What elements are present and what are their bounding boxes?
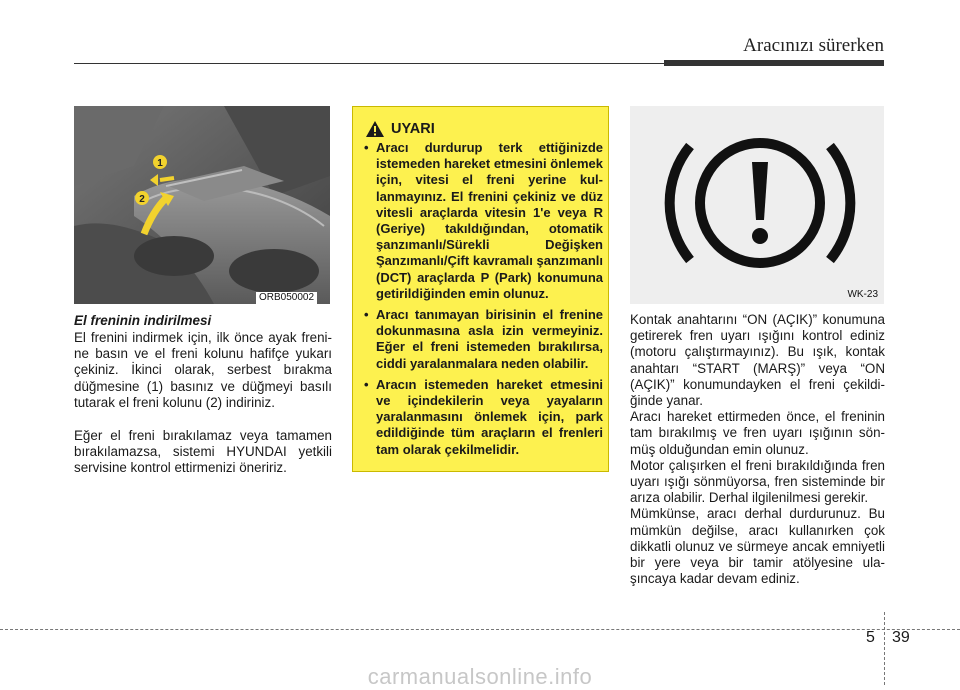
warning-title: UYARI <box>391 121 435 137</box>
warning-light-instructions: Kontak anahtarını “ON (AÇIK)” konumuna getirerek fren uyarı ışığını kontrol ediniz (motoru çalıştırmayınız). Bu ışık, kontak anahtarı “START (MARŞ)” veya “ON (AÇIK)” konumundayken el freni çekildiğinde yanar. Aracı hareket ettirmeden önce, el freninin tam bırakılmış ve fren uyarı ışığının sönmüş olduğundan emin olunuz. Motor çalışırken el freni bırakıldığında fren uyarı ışığı sönmüyorsa, fren sisteminde bir arıza olabilir. Derhal ilgilenilmesi gerekir. Mümkünse, aracı derhal durdurunuz. Bu mümkün değilse, aracı kullanırken çok dikkatli olunuz ve sürmeye ancak emniyetli bir yere veya bir tamir atölyesine ulaşıncaya kadar devam ediniz. <box>630 312 885 587</box>
header-rule-tab <box>664 60 884 66</box>
warning-triangle-icon <box>365 120 385 138</box>
section-subtitle: El freninin indirilmesi <box>74 313 212 328</box>
warning-header <box>365 117 435 141</box>
page-number: 39 <box>892 629 910 646</box>
header-rule <box>74 63 664 64</box>
warning-item: • Aracın istemeden hareket etmesini ve içindekilerin veya yayaların yaralanmasını önlemek için, park edildiğinde tüm araçların el frenleri tam olarak çekilmelidir. <box>363 377 603 458</box>
footer-rule <box>0 629 960 630</box>
header-title: Aracınızı sürerken <box>743 35 884 56</box>
callout-1-label: 1 <box>157 158 163 169</box>
chapter-number: 5 <box>866 629 875 646</box>
photo-code: ORB050002 <box>256 292 317 304</box>
watermark: carmanualsonline.info <box>367 664 593 689</box>
brake-warning-light-panel <box>630 106 884 304</box>
warning-item: • Aracı durdurup terk ettiğinizde istemeden hareket etmesini önlemek için, vitesi el freni yerine kullanmayınız. El frenini çekiniz ve düz vitesli araçlarda vitesin 1'e veya R (Geriye) takıldığından, otomatik şanzımanlı/Sürekli Değişken Şanzımanlı/Çift kavramalı şanzımanlı (DCT) araçlarda P (Park) konumuna getirildiğinden emin olunuz. <box>363 140 603 302</box>
service-recommendation: Eğer el freni bırakılamaz veya tamamen bırakılamazsa, sistemi HYUNDAI yetkili servisine kontrol ettirmenizi öneririz. <box>74 428 332 476</box>
indicator-code: WK-23 <box>847 289 878 300</box>
parking-brake-illustration <box>74 106 330 304</box>
parking-brake-photo <box>74 106 330 304</box>
release-instructions: El frenini indirmek için, ilk önce ayak frenine basın ve el freni kolunu hafifçe yukarı çekiniz. İkinci olarak, serbest bırakma düğmesine (1) basınız ve düğmeyi basılı tutarak el freni kolunu (2) indiriniz. <box>74 330 332 410</box>
warning-box <box>352 106 609 472</box>
warning-list <box>363 140 603 463</box>
warning-item: • Aracı tanımayan birisinin el frenine dokunmasına asla izin vermeyiniz. Eğer el freni istemeden bırakılırsa, ciddi yaralanmalara neden olabilir. <box>363 307 603 372</box>
brake-warning-light-icon <box>630 106 884 304</box>
callout-2-label: 2 <box>139 194 145 205</box>
